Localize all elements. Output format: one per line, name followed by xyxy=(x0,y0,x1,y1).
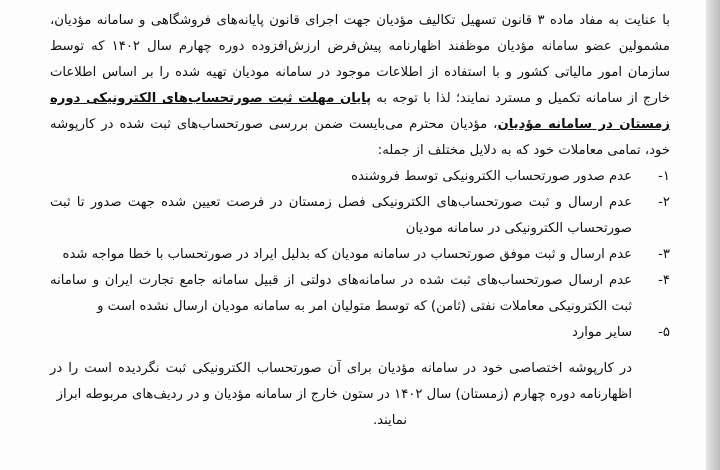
intro-paragraph xyxy=(50,8,670,164)
list-item-text: عدم ارسال و ثبت صورتحساب‌های الکترونیکی فصل زمستان در فرصت تعیین شده جهت صدور تا ثبت صورتحساب الکترونیکی در سامانه مودیان xyxy=(50,195,632,236)
list-item xyxy=(50,164,670,190)
document-body xyxy=(50,8,670,434)
list-item-number: ۲- xyxy=(658,195,670,210)
list-item xyxy=(50,190,670,242)
closing-paragraph xyxy=(50,356,670,408)
list-item xyxy=(50,268,670,320)
list-item-text: عدم ارسال صورتحساب‌های ثبت شده در سامانه‌های دولتی از قبیل سامانه جامع تجارت ایران و سامانه ثبت الکترونیکی معاملات نفتی (ثامن) که توسط متولیان امر به سامانه مودیان ارسال نشده است و xyxy=(50,273,632,314)
list-item-number: ۱- xyxy=(658,169,670,184)
intro-emphasis: پایان مهلت ثبت صورتحساب‌های الکترونیکی دوره زمستان در سامانه مؤدیان xyxy=(50,91,671,132)
intro-text: با عنایت به مفاد ماده ۳ قانون تسهیل تکالیف مؤدیان جهت اجرای قانون پایانه‌های فروشگاهی و سامانه مؤدیان، مشمولین عضو سامانه مؤدیان موظفند اظهارنامه پیش‌فرض ارزش‌افزوده دوره چهارم سال ۱۴۰۲ که توسط سازمان امور مالیاتی کشور و با استفاده از اطلاعات موجود در سامانه مودیان تهیه شده را بر اساس اطلاعات خارج از سامانه تکمیل و مسترد نمایند؛ لذا با توجه به xyxy=(50,13,670,106)
closing-tail: نمایند. xyxy=(372,413,408,428)
list-item-number: ۵- xyxy=(658,325,670,340)
list-item xyxy=(50,242,670,268)
list-item xyxy=(50,320,670,346)
intro-continuation: ، مؤدیان محترم می‌بایست ضمن بررسی صورتحساب‌های ثبت شده در کارپوشه خود، تمامی معاملات خود که به دلایل مختلف از جمله: xyxy=(50,117,670,158)
list-item-text: عدم صدور صورتحساب الکترونیکی توسط فروشنده xyxy=(351,169,632,184)
list-item-text: سایر موارد xyxy=(572,325,632,340)
list-item-number: ۳- xyxy=(658,247,670,262)
list-item-number: ۴- xyxy=(658,273,670,288)
spacer xyxy=(50,346,670,356)
closing-text: در کارپوشه اختصاصی خود در سامانه مؤدیان برای آن صورتحساب الکترونیکی ثبت نگردیده است را در اظهارنامه دوره چهارم (زمستان) سال ۱۴۰۲ در ستون خارج از سامانه مؤدیان و در ردیف‌های مربوطه ابراز xyxy=(50,361,632,402)
list-item-text: عدم ارسال و ثبت موفق صورتحساب در سامانه مودیان که بدلیل ایراد در صورتحساب با خطا مواجه شده xyxy=(62,247,632,262)
page-edge-shadow xyxy=(706,0,720,470)
